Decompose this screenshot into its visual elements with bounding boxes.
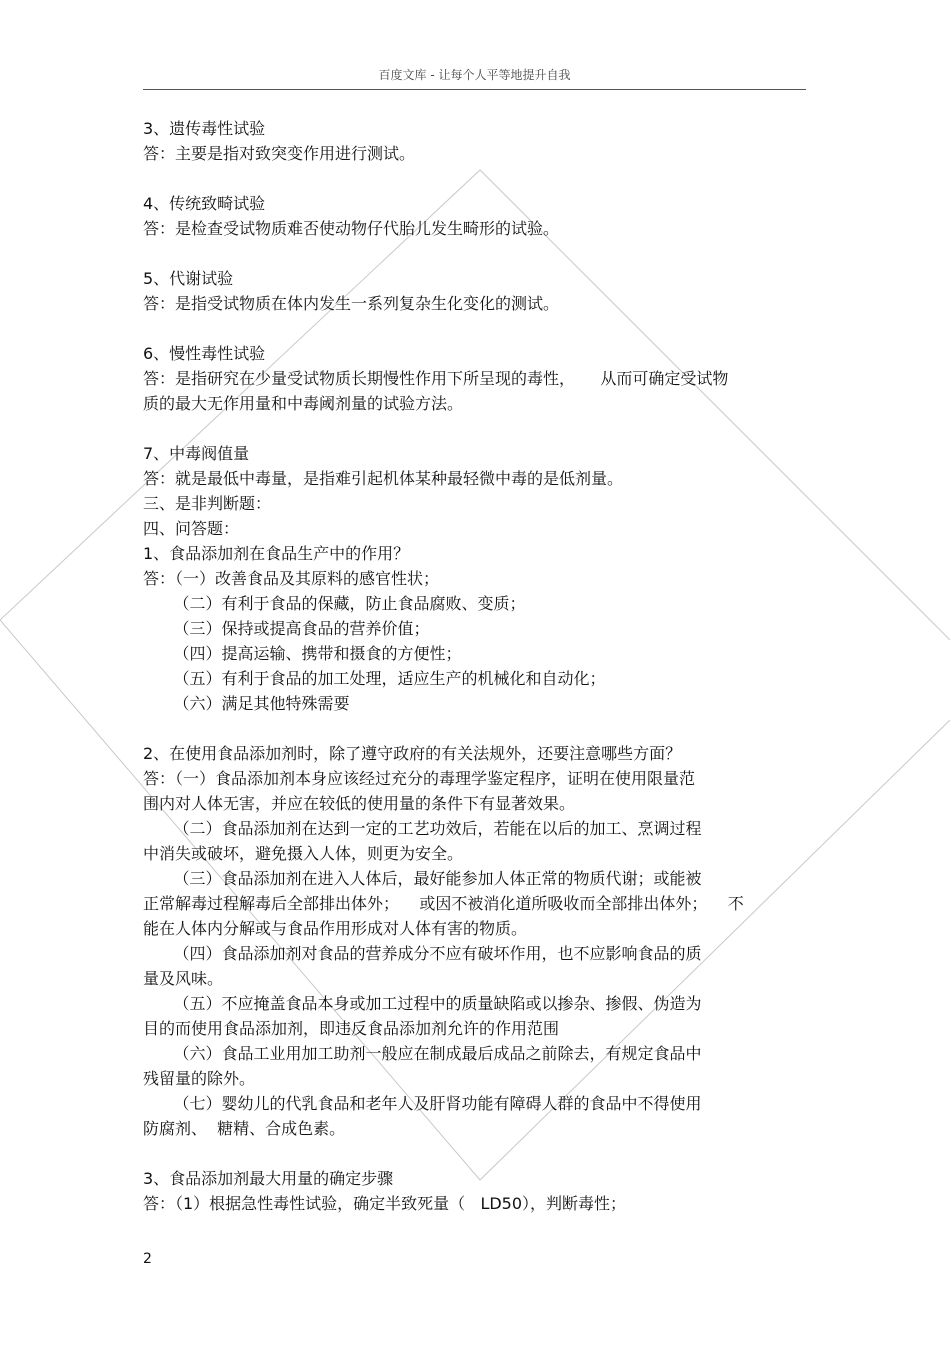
text-line: （三）食品添加剂在进入人体后，最好能参加人体正常的物质代谢；或能被 bbox=[143, 869, 702, 888]
text-line: （六）食品工业用加工助剂一般应在制成最后成品之前除去，有规定食品中 bbox=[143, 1044, 702, 1063]
blank-line bbox=[143, 166, 806, 191]
text-line: （五）有利于食品的加工处理，适应生产的机械化和自动化； bbox=[143, 669, 606, 688]
blank-line bbox=[143, 1141, 806, 1166]
text-line: 7、中毒阀值量 bbox=[143, 444, 250, 463]
text-line: 答：是指研究在少量受试物质长期慢性作用下所呈现的毒性， 从而可确定受试物 bbox=[143, 369, 729, 388]
text-line: 答：（一）食品添加剂本身应该经过充分的毒理学鉴定程序，证明在使用限量范 bbox=[143, 769, 696, 788]
text-line: 6、慢性毒性试验 bbox=[143, 344, 266, 363]
text-line: 答：就是最低中毒量，是指难引起机体某种最轻微中毒的是低剂量。 bbox=[143, 469, 624, 488]
text-line: 5、代谢试验 bbox=[143, 269, 234, 288]
text-line: （四）提高运输、携带和摄食的方便性； bbox=[143, 644, 462, 663]
text-line: （三）保持或提高食品的营养价值； bbox=[143, 619, 430, 638]
text-line: （二）有利于食品的保藏，防止食品腐败、变质； bbox=[143, 594, 526, 613]
text-line: （五）不应掩盖食品本身或加工过程中的质量缺陷或以掺杂、掺假、伪造为 bbox=[143, 994, 702, 1013]
text-line: 答：是指受试物质在体内发生一系列复杂生化变化的测试。 bbox=[143, 294, 560, 313]
text-line: 量及风味。 bbox=[143, 969, 224, 988]
blank-line bbox=[143, 716, 806, 741]
text-line: 四、问答题： bbox=[143, 519, 240, 538]
text-line: （四）食品添加剂对食品的营养成分不应有破坏作用，也不应影响食品的质 bbox=[143, 944, 702, 963]
text-line: 目的而使用食品添加剂，即违反食品添加剂允许的作用范围 bbox=[143, 1019, 560, 1038]
blank-line bbox=[143, 416, 806, 441]
text-line: 围内对人体无害，并应在较低的使用量的条件下有显著效果。 bbox=[143, 794, 576, 813]
text-line: 答：（1）根据急性毒性试验，确定半致死量（ LD50），判断毒性； bbox=[143, 1194, 627, 1213]
text-line: 答：（一）改善食品及其原料的感官性状； bbox=[143, 569, 440, 588]
text-line: 能在人体内分解或与食品作用形成对人体有害的物质。 bbox=[143, 919, 528, 938]
text-line: 2、在使用食品添加剂时，除了遵守政府的有关法规外，还要注意哪些方面？ bbox=[143, 744, 682, 763]
text-line: 三、是非判断题： bbox=[143, 494, 272, 513]
blank-line bbox=[143, 241, 806, 266]
text-line: （六）满足其他特殊需要 bbox=[143, 694, 350, 713]
page-header: 百度文库 - 让每个人平等地提升自我 bbox=[143, 66, 806, 90]
text-line: （二）食品添加剂在达到一定的工艺功效后，若能在以后的加工、烹调过程 bbox=[143, 819, 702, 838]
blank-line bbox=[143, 316, 806, 341]
document-body bbox=[143, 116, 806, 1216]
text-line: 中消失或破坏，避免摄入人体，则更为安全。 bbox=[143, 844, 464, 863]
text-line: 正常解毒过程解毒后全部排出体外； 或因不被消化道所吸收而全部排出体外； 不 bbox=[143, 894, 744, 913]
text-line: 残留量的除外。 bbox=[143, 1069, 256, 1088]
text-line: （七）婴幼儿的代乳食品和老年人及肝肾功能有障碍人群的食品中不得使用 bbox=[143, 1094, 702, 1113]
page-number: 2 bbox=[143, 1251, 152, 1267]
text-line: 1、食品添加剂在食品生产中的作用？ bbox=[143, 544, 410, 563]
text-line: 3、食品添加剂最大用量的确定步骤 bbox=[143, 1169, 394, 1188]
text-line: 4、传统致畸试验 bbox=[143, 194, 266, 213]
text-line: 3、遗传毒性试验 bbox=[143, 119, 266, 138]
text-line: 质的最大无作用量和中毒阈剂量的试验方法。 bbox=[143, 394, 464, 413]
text-line: 防腐剂、 糖精、合成色素。 bbox=[143, 1119, 346, 1138]
text-line: 答：主要是指对致突变作用进行测试。 bbox=[143, 144, 416, 163]
text-line: 答：是检查受试物质难否使动物仔代胎儿发生畸形的试验。 bbox=[143, 219, 560, 238]
